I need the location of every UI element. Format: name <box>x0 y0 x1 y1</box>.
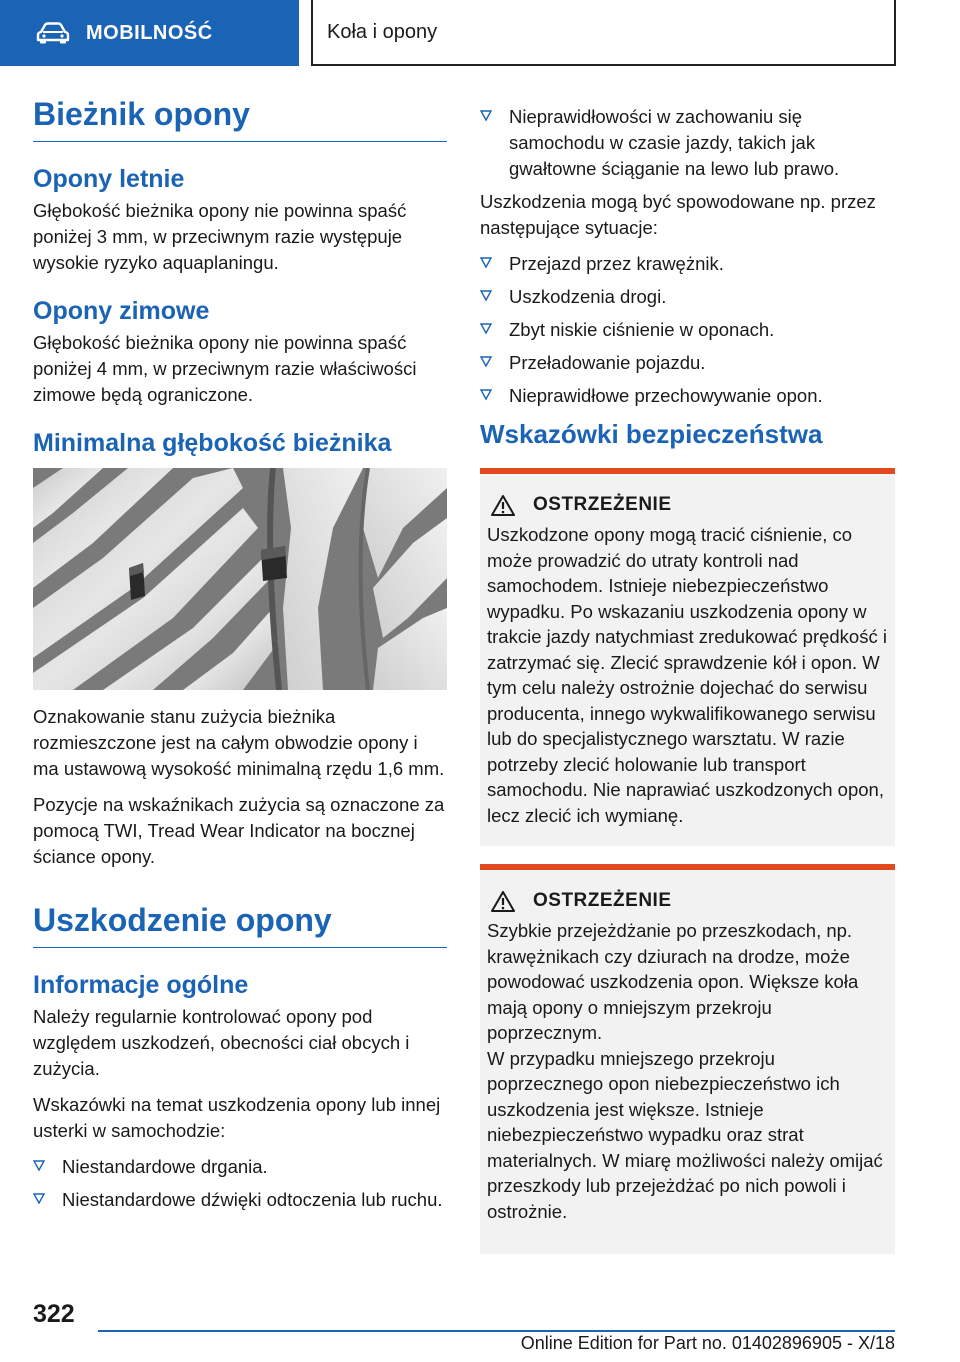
triangle-bullet-icon <box>480 290 492 302</box>
triangle-bullet-icon <box>480 356 492 368</box>
winter-tires-heading: Opony zimowe <box>33 296 210 325</box>
triangle-bullet-icon <box>480 323 492 335</box>
triangle-bullet-icon <box>480 257 492 269</box>
min-tread-text-1: Oznakowanie stanu zużycia bieżnika rozmieszczone jest na całym obwodzie opony i ma ustawową wysokość minimalną rzędu 1,6 mm. <box>33 705 445 779</box>
edition-info: Online Edition for Part no. 01402896905 - X/18 <box>520 1333 895 1353</box>
warning-triangle-icon <box>491 494 515 516</box>
symptom-list <box>33 1154 447 1213</box>
summer-tires-heading: Opony letnie <box>33 164 185 193</box>
right-column <box>480 104 895 1254</box>
warning-label: OSTRZEŻENIE <box>533 890 672 912</box>
list-item: Niestandardowe drgania. <box>33 1154 447 1180</box>
winter-tires-text: Głębokość bieżnika opony nie powinna spaść poniżej 4 mm, w przeciwnym razie właściwości zimowe będą ograniczone. <box>33 331 417 405</box>
chapter-title: Koła i opony <box>327 20 438 43</box>
triangle-bullet-icon <box>480 389 492 401</box>
causes-intro: Uszkodzenia mogą być spowodowane np. przez następujące sytuacje: <box>480 191 876 238</box>
warning-text-1: Szybkie przejeżdżanie po przeszkodach, np. krawężnikach czy dziurach na drodze, może powodować uszkodzenia opon. Większe koła mają opony o mniejszym przekroju poprzecznym. <box>487 920 859 1044</box>
warning-header <box>487 890 887 912</box>
warning-box-2 <box>480 864 895 1254</box>
warning-text: Uszkodzone opony mogą tracić ciśnienie, co może prowadzić do utraty kontroli nad samochodem. Istnieje niebezpieczeństwo wypadku. Po wskazaniu uszkodzenia opony w trakcie jazdy natychmiast zredukować prędkość i zatrzymać się. Zlecić sprawdzenie kół i opon. W tym celu należy ostrożnie dojechać do serwisu producenta, innego wykwalifikowanego serwisu lub do specjalistycznego warsztatu. W razie potrzeby zlecić holowanie lub transport samochodu. Nie naprawiać uszkodzonych opon, lecz zlecić ich wymianę. <box>487 524 887 826</box>
warning-triangle-icon <box>491 890 515 912</box>
list-item: Uszkodzenia drogi. <box>480 284 895 310</box>
triangle-bullet-icon <box>33 1160 45 1172</box>
triangle-bullet-icon <box>480 110 492 122</box>
min-tread-heading: Minimalna głębokość bieżnika <box>33 428 392 457</box>
tread-wear-indicator-image <box>33 468 447 690</box>
section-tab[interactable] <box>0 0 299 66</box>
list-item: Niestandardowe dźwięki odtoczenia lub ruchu. <box>33 1187 447 1213</box>
list-item: Nieprawidłowe przechowywanie opon. <box>480 383 895 409</box>
footer-divider <box>98 1330 895 1332</box>
page-number: 322 <box>33 1300 75 1328</box>
triangle-bullet-icon <box>33 1193 45 1205</box>
page-header <box>0 0 960 66</box>
list-item: Zbyt niskie ciśnienie w oponach. <box>480 317 895 343</box>
general-info-heading: Informacje ogólne <box>33 970 249 999</box>
list-item: Nieprawidłowości w zachowaniu się samochodu w czasie jazdy, takich jak gwałtowne ściąganie na lewo lub prawo. <box>480 104 895 182</box>
warning-label: OSTRZEŻENIE <box>533 494 672 516</box>
tire-damage-title: Uszkodzenie opony <box>33 902 447 948</box>
causes-list <box>480 251 895 409</box>
general-info-text-2: Wskazówki na temat uszkodzenia opony lub innej usterki w samochodzie: <box>33 1093 441 1141</box>
safety-notes-heading: Wskazówki bezpieczeństwa <box>480 419 823 449</box>
list-item: Przeładowanie pojazdu. <box>480 350 895 376</box>
symptom-list-continued <box>480 104 895 182</box>
warning-text-2: W przypadku mniejszego przekroju poprzecznego opon niebezpieczeństwo ich uszkodzenia jest większe. Istnieje niebezpieczeństwo wypadku oraz strat materialnych. W miarę możliwości należy omijać przeszkody lub przejeżdżać po nich powoli i ostrożnie. <box>487 1047 883 1222</box>
page-title: Bieżnik opony <box>33 96 447 142</box>
summer-tires-text: Głębokość bieżnika opony nie powinna spaść poniżej 3 mm, w przeciwnym razie występuje wysokie ryzyko aquaplaningu. <box>33 199 407 273</box>
warning-header <box>487 494 887 516</box>
min-tread-text-2: Pozycje na wskaźnikach zużycia są oznaczone za pomocą TWI, Tread Wear Indicator na bocznej ściance opony. <box>33 793 445 867</box>
section-label: MOBILNOŚĆ <box>86 21 213 44</box>
general-info-text-1: Należy regularnie kontrolować opony pod względem uszkodzeń, obecności ciał obcych i zużycia. <box>33 1005 410 1079</box>
left-column <box>33 96 447 1220</box>
warning-box-1 <box>480 468 895 846</box>
car-icon <box>36 22 70 44</box>
chapter-title-box <box>311 0 896 66</box>
list-item: Przejazd przez krawężnik. <box>480 251 895 277</box>
